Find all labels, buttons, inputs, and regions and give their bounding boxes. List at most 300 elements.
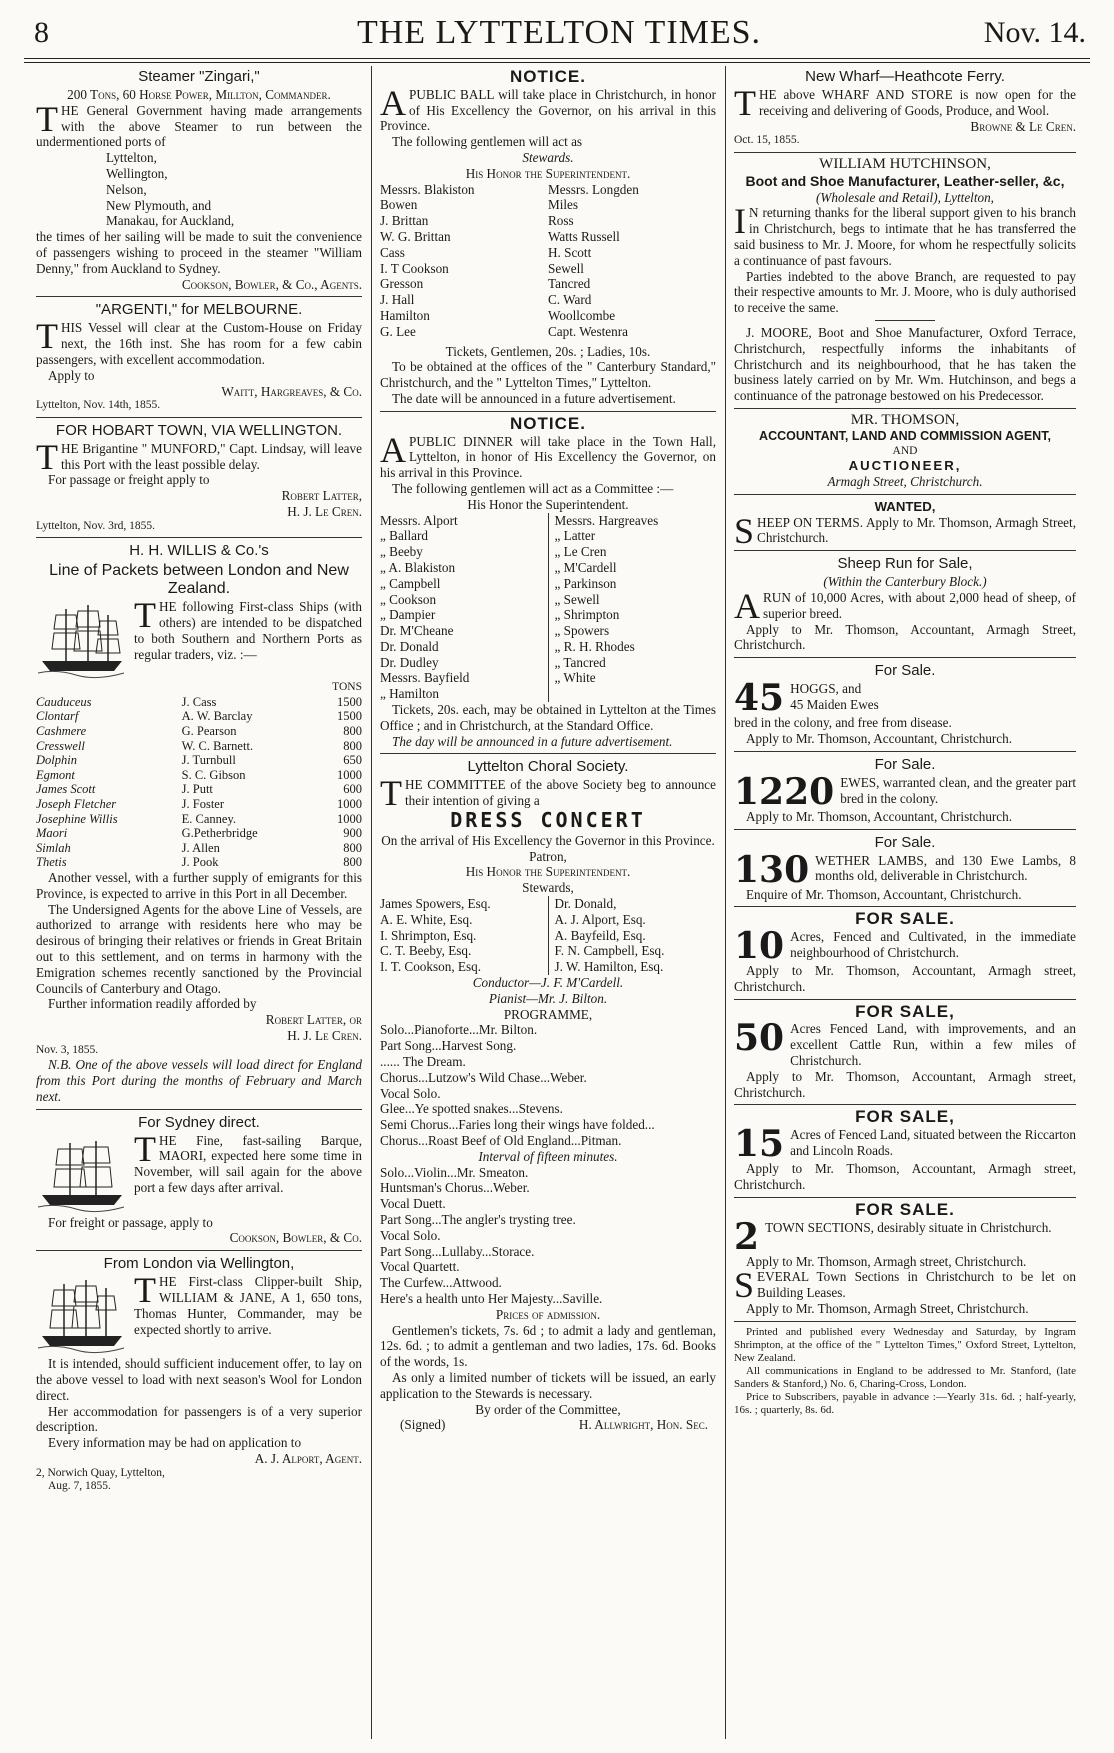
ad-signature: Cookson, Bowler, & Co., Agents.: [181, 276, 362, 292]
agent-address: Armagh Street, Christchurch.: [827, 473, 983, 489]
table-row: [380, 245, 716, 261]
ad-title: Sheep Run for Sale,: [837, 555, 973, 573]
ship-icon: [36, 1276, 128, 1354]
signed-label: (Signed): [400, 1417, 446, 1433]
name-left: James Spowers, Esq.: [380, 896, 491, 912]
ticket-info: Tickets, 20s. each, may be obtained in Lyttelton at the Times Office ; and in Christchurch, at the Standard Office.: [380, 702, 716, 733]
ad-body-4: Every information may be had on application to: [48, 1435, 302, 1451]
table-row: [36, 841, 362, 856]
name-left: A. E. White, Esq.: [380, 911, 473, 927]
ad-body: HE above WHARF AND STORE is now open for the receiving and delivering of Goods, Produce, and Wool.: [759, 87, 1076, 118]
stewards-label: Stewards.: [522, 149, 574, 165]
imprint: [734, 1326, 1076, 1417]
drop-cap: T: [734, 83, 756, 123]
ad-note: N.B. One of the above vessels will load direct for England from this Port during the months of February and March next.: [36, 1057, 362, 1104]
ad-title: For Sale.: [874, 662, 936, 680]
patron-label: Patron,: [529, 848, 567, 864]
table-row: [380, 513, 716, 529]
concert-occasion: On the arrival of His Excellency the Governor in this Province.: [381, 832, 715, 848]
ship-name: Joseph Fletcher: [36, 796, 117, 811]
ad-hoggs: [734, 662, 1076, 752]
ad-title: FOR SALE.: [855, 909, 955, 929]
ad-body-3: Her accommodation for passengers is of a very superior description.: [36, 1403, 362, 1435]
name-right: Sewell: [548, 260, 584, 276]
ad-body-2: The following gentlemen will act as: [392, 134, 583, 150]
ad-50-acres: [734, 1001, 1076, 1106]
ad-body-2: It is intended, should sufficient inducement offer, to lay on the above vessel to load with next season's Wool for London direct.: [36, 1356, 362, 1403]
table-row: [380, 276, 716, 292]
ad-title: FOR HOBART TOWN, VIA WELLINGTON.: [55, 421, 343, 439]
list-item: Nelson,: [106, 181, 147, 197]
ad-apply: For freight or passage, apply to: [48, 1214, 213, 1230]
name-right: A. J. Alport, Esq.: [548, 912, 716, 928]
ad-signature: Cookson, Bowler, & Co.: [229, 1230, 362, 1246]
ad-body: HE General Government having made arrangements with the above Steamer to run between the undermentioned ports of: [36, 102, 362, 150]
ad-title: From London via Wellington,: [103, 1255, 295, 1273]
agent-role-2: AUCTIONEER,: [848, 458, 962, 474]
programme-item: The Curfew...Attwood.: [380, 1275, 502, 1291]
ship-master: E. Canney.: [181, 811, 237, 826]
pianist: Pianist—Mr. J. Bilton.: [488, 990, 608, 1006]
ad-15-acres: [734, 1109, 1076, 1197]
masthead-rule: [24, 58, 1090, 59]
name-right: Messrs. Hargreaves: [548, 513, 716, 529]
ship-name: Egmont: [36, 767, 75, 782]
ships-table: [36, 695, 362, 870]
ship-master: A. W. Barclay: [181, 709, 253, 724]
name-left: „ Dampier: [380, 607, 436, 623]
ad-body: HE Fine, fast-sailing Barque, MAORI, expected here some time in November, will sail again for the above port a few days after arrival.: [134, 1132, 362, 1195]
ad-title: FOR SALE.: [855, 1199, 955, 1219]
ad-body: WETHER LAMBS, and 130 Ewe Lambs, 8 months old, deliverable in Christchurch.: [815, 852, 1076, 884]
ad-apply: For passage or freight apply to: [48, 472, 210, 488]
name-right: „ White: [548, 670, 716, 686]
committee-table: [380, 513, 716, 703]
ad-subtitle: 200 Tons, 60 Horse Power, Millton, Commander.: [67, 87, 331, 102]
concert-title: DRESS CONCERT: [450, 808, 646, 833]
ad-signature-2: H. J. Le Cren.: [287, 504, 362, 520]
name-left: G. Lee: [380, 323, 416, 339]
drop-cap: A: [380, 82, 406, 123]
ad-apply: Apply to Mr. Thomson, Accountant, Armagh street, Christchurch.: [734, 1161, 1076, 1193]
ad-body: N returning thanks for the liberal support given to his branch in Christchurch, begs to intimate that he has transferred the said business to Mr. J. Moore, for whom he respectfully solicits a continuance of past favours.: [734, 205, 1076, 268]
ad-title: WANTED,: [874, 498, 936, 514]
programme-item: Huntsman's Chorus...Weber.: [380, 1180, 530, 1196]
ad-body: HE COMMITTEE of the above Society beg to announce their intention of giving a: [405, 777, 716, 809]
name-left: Bowen: [380, 197, 418, 213]
table-row: [380, 182, 716, 198]
table-row: [380, 959, 716, 975]
drop-cap: T: [36, 98, 58, 139]
ship-name: Cauduceus: [36, 694, 92, 709]
table-row: [380, 544, 716, 560]
name-right: „ Shrimpton: [548, 607, 716, 623]
prices: Gentlemen's tickets, 7s. 6d ; to admit a lady and gentleman, 12s. 6d. ; to admit a gentleman and two ladies, 17s. 6d. Books of the words, 1s.: [380, 1322, 716, 1370]
ad-apply: Apply to Mr. Thomson, Accountant, Christchurch.: [746, 808, 1013, 824]
quantity: 50: [734, 1017, 785, 1060]
table-row: [380, 292, 716, 308]
newspaper-title: THE LYTTELTON TIMES.: [356, 14, 762, 51]
column-divider-1: [371, 66, 372, 1739]
programme-item: Vocal Duett.: [380, 1196, 446, 1212]
column-right: [734, 66, 1076, 1417]
ad-body-2: As only a limited number of tickets will be issued, an early application to the Stewards is necessary.: [380, 1369, 716, 1401]
ad-body: PUBLIC BALL will take place in Christchurch, in honor of His Excellency the Governor, on his arrival in this Province.: [380, 86, 716, 134]
ticket-prices: Tickets, Gentlemen, 20s. ; Ladies, 10s.: [445, 343, 651, 359]
ad-ewes: [734, 756, 1076, 830]
name-right: Dr. Donald,: [548, 896, 716, 912]
programme-item: Part Song...Harvest Song.: [380, 1038, 517, 1054]
ad-body: Acres Fenced Land, with improvements, and an excellent Cattle Run, within a few miles of Christchurch.: [790, 1021, 1076, 1069]
ship-master: J. Foster: [181, 796, 225, 811]
ad-body-3: J. MOORE, Boot and Shoe Manufacturer, Oxford Terrace, Christchurch, respectfully informs the inhabitants of Christchurch and its neighbourhood, that he has taken the business lately carried on by Mr. Wm. Hutchinson, and begs a continuance of the patronage bestowed on his Predecessor.: [734, 325, 1076, 404]
ad-subtitle: Boot and Shoe Manufacturer, Leather-seller, &c,: [745, 172, 1065, 189]
ad-apply: Apply to Mr. Thomson, Accountant, Armagh street, Christchurch.: [734, 1068, 1076, 1100]
ad-body-2: Parties indebted to the above Branch, are requested to pay their respective amounts to Mr. J. Moore, who is duly authorised to receive the same.: [734, 268, 1076, 316]
table-row: [380, 528, 716, 544]
ad-title: "ARGENTI," for MELBOURNE.: [95, 301, 303, 319]
drop-cap: T: [380, 773, 402, 814]
ad-body: RUN of 10,000 Acres, with about 2,000 head of sheep, of superior breed.: [763, 589, 1076, 621]
programme-item: Chorus...Lutzow's Wild Chase...Weber.: [380, 1069, 587, 1085]
ad-signature-2: H. J. Le Cren.: [287, 1027, 362, 1043]
ad-body-2: Another vessel, with a further supply of emigrants for this Province, is expected to arrive in this Port in all December.: [36, 869, 362, 901]
ad-date: Lyttelton, Nov. 3rd, 1855.: [36, 519, 156, 532]
ad-body: TOWN SECTIONS, desirably situate in Christchurch.: [765, 1219, 1052, 1235]
name-right: „ Parkinson: [548, 576, 716, 592]
table-row: [380, 686, 716, 702]
ad-body: HOGGS, and: [790, 681, 862, 697]
ad-body-2: 45 Maiden Ewes: [790, 696, 879, 712]
ad-sheep-run: [734, 555, 1076, 658]
ad-choral-society: [380, 758, 716, 1433]
name-right: „ Spowers: [548, 623, 716, 639]
ad-title-2: Line of Packets between London and New Zealand.: [49, 562, 349, 598]
name-right: „ M'Cardell: [548, 560, 716, 576]
name-right: J. W. Hamilton, Esq.: [548, 959, 716, 975]
ad-sydney: [36, 1114, 362, 1252]
column-divider-2: [725, 66, 726, 1739]
notice-ball: [380, 69, 716, 412]
table-row: [380, 623, 716, 639]
name-right: „ R. H. Rhodes: [548, 639, 716, 655]
table-row: [380, 229, 716, 245]
ship-master: J. Allen: [181, 840, 220, 855]
ship-master: W. C. Barnett.: [181, 738, 254, 753]
name-left: Messrs. Alport: [380, 512, 458, 528]
ad-body: EWES, warranted clean, and the greater part bred in the colony.: [840, 774, 1076, 806]
ad-title: WILLIAM HUTCHINSON,: [819, 155, 991, 172]
name-right: Messrs. Longden: [548, 181, 639, 197]
ad-london: [36, 1255, 362, 1494]
ship-master: G.Petherbridge: [181, 826, 258, 841]
ad-body: PUBLIC DINNER will take place in the Town Hall, Lyttelton, in honor of His Excellency the Governor, on his arrival in this Province.: [380, 433, 716, 481]
ad-willis: [36, 542, 362, 1109]
name-left: I. Shrimpton, Esq.: [380, 927, 477, 943]
table-row: [36, 753, 362, 768]
quantity: 10: [734, 925, 785, 968]
name-right: C. Ward: [548, 292, 592, 308]
ad-hutchinson: [734, 157, 1076, 409]
name-left: Messrs. Bayfield: [380, 670, 470, 686]
programme-item: ...... The Dream.: [380, 1054, 466, 1070]
ship-name: James Scott: [36, 782, 96, 797]
drop-cap: T: [36, 316, 58, 357]
ship-master: J. Cass: [181, 694, 217, 709]
agent-role: ACCOUNTANT, LAND AND COMMISSION AGENT,: [759, 428, 1051, 443]
table-row: [380, 560, 716, 576]
drop-cap: I: [734, 201, 746, 242]
ship-tons: 650: [343, 753, 362, 768]
drop-cap: T: [134, 1270, 156, 1311]
quantity: 130: [734, 848, 810, 891]
ship-name: Dolphin: [36, 753, 77, 768]
programme-item: Solo...Violin...Mr. Smeaton.: [380, 1164, 529, 1180]
ship-tons: 1000: [337, 811, 362, 826]
table-row: [380, 592, 716, 608]
programme-item: Solo...Pianoforte...Mr. Bilton.: [380, 1022, 538, 1038]
ad-body: HE Brigantine " MUNFORD," Capt. Lindsay, will leave this Port with the least possible delay.: [61, 440, 362, 472]
ad-body-3: The Undersigned Agents for the above Line of Vessels, are authorized to arrange with residents here who may be desirous of bringing their relatives or friends in Great Britain out to this settlement, and on terms in harmony with the Emigration schemes recently sanctioned by the Provincial Councils of Canterbury and Otago.: [36, 901, 362, 996]
ad-town-sections: [734, 1199, 1076, 1270]
ship-name: Simlah: [36, 840, 71, 855]
conductor: Conductor—J. F. M'Cardell.: [472, 975, 624, 991]
ship-tons: 800: [343, 724, 362, 739]
name-right: „ Le Cren: [548, 544, 716, 560]
table-row: [380, 261, 716, 277]
name-right: Woollcombe: [548, 307, 616, 323]
quantity: 1220: [734, 770, 835, 813]
programme-part-1: [380, 1022, 716, 1148]
ship-tons: 1500: [337, 709, 362, 724]
column-left: [36, 66, 362, 1494]
drop-cap: A: [380, 429, 406, 470]
ship-name: Cashmere: [36, 724, 87, 739]
ad-zingari: [36, 68, 362, 297]
masthead: [24, 14, 1094, 50]
table-row: [380, 576, 716, 592]
ad-title: H. H. WILLIS & Co.'s: [129, 542, 269, 560]
column-middle: [380, 66, 716, 1433]
ship-tons: 800: [343, 840, 362, 855]
drop-cap: A: [734, 585, 760, 626]
conjunction: AND: [892, 444, 918, 457]
ad-hobart: [36, 422, 362, 538]
stewards-table: [380, 896, 716, 975]
ad-apply: Enquire of Mr. Thomson, Accountant, Christchurch.: [746, 886, 1022, 902]
tons-label: TONS: [332, 681, 362, 694]
programme-label: PROGRAMME,: [503, 1006, 593, 1022]
ship-name: Cresswell: [36, 738, 85, 753]
ship-master: J. Putt: [181, 782, 213, 797]
ad-lambs: [734, 834, 1076, 908]
stewards-table: [380, 182, 716, 340]
ad-body: EVERAL Town Sections in Christchurch to be let on Building Leases.: [757, 1269, 1076, 1301]
name-left: I. T Cookson: [380, 260, 449, 276]
name-right: Tancred: [548, 276, 591, 292]
stewards-label: Stewards,: [522, 880, 574, 896]
programme-part-2: [380, 1165, 716, 1307]
ad-body-3: bred in the colony, and free from disease.: [734, 715, 952, 731]
ship-name: Josephine Willis: [36, 811, 118, 826]
ship-name: Clontarf: [36, 709, 79, 724]
list-item: Manakau, for Auckland,: [106, 213, 235, 229]
ad-signature: A. J. Alport, Agent.: [254, 1450, 362, 1466]
name-left: „ Hamilton: [380, 686, 439, 702]
notice-title: NOTICE.: [510, 67, 586, 86]
programme-item: Glee...Ye spotted snakes...Stevens.: [380, 1101, 563, 1117]
drop-cap: S: [734, 510, 755, 551]
table-row: [36, 826, 362, 841]
name-left: W. G. Brittan: [380, 228, 451, 244]
patron: His Honor the Superintendent.: [465, 864, 631, 880]
ad-title: Steamer "Zingari,": [138, 68, 260, 85]
ad-title: For Sydney direct.: [138, 1113, 260, 1131]
programme-item: Vocal Quartett.: [380, 1259, 460, 1275]
name-right: F. N. Campbell, Esq.: [548, 943, 716, 959]
programme-item: Part Song...Lullaby...Storace.: [380, 1243, 535, 1259]
table-row: [36, 797, 362, 812]
ad-body-4: The date will be announced in a future advertisement.: [392, 390, 676, 406]
ad-apply: Apply to: [48, 367, 95, 383]
imprint-price: Price to Subscribers, payable in advance :—Yearly 31s. 6d. ; half-yearly, 16s. ; quarterly, 8s. 6d.: [734, 1390, 1076, 1416]
quantity: 15: [734, 1123, 785, 1166]
drop-cap: T: [134, 1128, 156, 1169]
ad-signature: H. Allwright, Hon. Sec.: [578, 1417, 708, 1433]
ship-tons: 800: [343, 855, 362, 870]
table-row: [36, 739, 362, 754]
ad-thomson: [734, 413, 1076, 495]
drop-cap: S: [734, 1265, 755, 1306]
ad-body-4: Further information readily afforded by: [48, 996, 257, 1012]
programme-item: Vocal Solo.: [380, 1085, 441, 1101]
programme-item: Part Song...The angler's trysting tree.: [380, 1211, 576, 1227]
agent-name: MR. THOMSON,: [850, 412, 960, 429]
ad-note: The day will be announced in a future advertisement.: [392, 733, 673, 749]
ship-master: J. Turnbull: [181, 753, 236, 768]
table-row: [36, 768, 362, 783]
issue-date: Nov. 14.: [983, 16, 1086, 49]
ad-title: Lyttelton Choral Society.: [467, 758, 629, 776]
name-left: „ Campbell: [380, 575, 441, 591]
ad-title: FOR SALE,: [855, 1107, 955, 1127]
ad-signature: Robert Latter, or: [265, 1012, 362, 1028]
ad-signature: Waitt, Hargreaves, & Co.: [221, 383, 362, 399]
divider: [875, 320, 935, 321]
drop-cap: T: [134, 595, 156, 636]
superintendent: His Honor the Superintendent.: [467, 496, 629, 512]
ad-address: 2, Norwich Quay, Lyttelton,: [36, 1466, 165, 1479]
name-left: J. Hall: [380, 292, 415, 308]
name-right: Capt. Westenra: [548, 323, 628, 339]
signature-line: [380, 1417, 716, 1433]
programme-item: Here's a health unto Her Majesty...Saville.: [380, 1290, 603, 1306]
drop-cap: T: [36, 436, 58, 477]
name-left: „ Cookson: [380, 591, 437, 607]
ad-body: HIS Vessel will clear at the Custom-House on Friday next, the 16th inst. She has room for a few cabin passengers, with excellent accommodation.: [36, 320, 362, 367]
quantity: 45: [734, 677, 785, 720]
name-left: Dr. Donald: [380, 638, 439, 654]
name-right: Miles: [548, 197, 579, 213]
ad-apply: Apply to Mr. Thomson, Accountant, Christchurch.: [746, 730, 1013, 746]
name-right: A. Bayfeild, Esq.: [548, 928, 716, 944]
quantity: 2: [734, 1215, 760, 1258]
ad-subtitle: (Within the Canterbury Block.): [823, 574, 987, 590]
ad-title: For Sale.: [874, 755, 936, 773]
name-left: Gresson: [380, 276, 424, 292]
name-left: C. T. Beeby, Esq.: [380, 943, 472, 959]
table-row: [36, 695, 362, 710]
table-row: [380, 324, 716, 340]
name-right: „ Tancred: [548, 655, 716, 671]
ad-argenti: [36, 301, 362, 417]
ad-body: HE following First-class Ships (with others) are intended to be dispatched to both Southern and Northern Ports as regular traders, viz. :—: [134, 599, 362, 662]
ship-master: S. C. Gibson: [181, 767, 246, 782]
ad-date: Oct. 15, 1855.: [734, 134, 800, 147]
table-row: [380, 928, 716, 944]
ad-date: Nov. 3, 1855.: [36, 1043, 99, 1056]
name-right: „ Sewell: [548, 592, 716, 608]
table-row: [380, 639, 716, 655]
ad-body-2: The following gentlemen will act as a Committee :—: [392, 480, 674, 496]
table-row: [380, 896, 716, 912]
ad-body: Acres of Fenced Land, situated between the Riccarton and Lincoln Roads.: [790, 1127, 1076, 1159]
ad-body: HEEP ON TERMS. Apply to Mr. Thomson, Armagh Street, Christchurch.: [757, 514, 1076, 546]
ad-body: Acres, Fenced and Cultivated, in the immediate neighbourhood of Christchurch.: [790, 929, 1076, 960]
name-left: „ Ballard: [380, 528, 428, 544]
notice-dinner: [380, 413, 716, 755]
ship-master: G. Pearson: [181, 724, 237, 739]
ship-tons: 1500: [337, 694, 362, 709]
ad-apply: Apply to Mr. Thomson, Armagh Street, Christchurch.: [746, 1301, 1029, 1317]
name-right: H. Scott: [548, 244, 592, 260]
ad-body-3: To be obtained at the offices of the " Canterbury Standard," Christchurch, and the " Lyttelton Times," Lyttelton.: [380, 359, 716, 391]
ship-master: J. Pook: [181, 855, 219, 870]
ship-name: Maori: [36, 826, 68, 841]
programme-item: Vocal Solo.: [380, 1227, 441, 1243]
ad-several-sections: [734, 1265, 1076, 1321]
name-right: „ Latter: [548, 528, 716, 544]
list-item: Lyttelton,: [106, 150, 157, 166]
page-number: 8: [34, 16, 49, 49]
superintendent: His Honor the Superintendent.: [465, 165, 631, 181]
masthead-rule-lower: [24, 62, 1090, 63]
table-row: [380, 213, 716, 229]
name-left: „ Beeby: [380, 544, 423, 560]
ship-tons: 600: [343, 782, 362, 797]
ad-title: FOR SALE,: [855, 1001, 955, 1021]
name-left: Messrs. Blakiston: [380, 181, 475, 197]
name-right: [548, 686, 716, 702]
ad-date: Lyttelton, Nov. 14th, 1855.: [36, 399, 161, 412]
table-row: [380, 308, 716, 324]
table-row: [380, 670, 716, 686]
table-row: [36, 709, 362, 724]
table-row: [36, 782, 362, 797]
ad-title: New Wharf—Heathcote Ferry.: [805, 68, 1005, 85]
ad-wanted: [734, 499, 1076, 551]
name-right: Watts Russell: [548, 228, 620, 244]
ad-body: HE First-class Clipper-built Ship, WILLIAM & JANE, A 1, 650 tons, Thomas Hunter, Commander, may be expected shortly to arrive.: [134, 1274, 362, 1337]
table-row: [380, 943, 716, 959]
name-right: Ross: [548, 213, 574, 229]
table-row: [380, 607, 716, 623]
ad-signature: Robert Latter,: [281, 488, 362, 504]
ad-subtitle-2: (Wholesale and Retail), Lyttelton,: [816, 189, 994, 205]
ship-name: Thetis: [36, 855, 67, 870]
ad-title: For Sale.: [874, 833, 936, 851]
ad-body-2: the times of her sailing will be made to suit the convenience of passengers wishing to proceed in the steamer "William Denny," from Auckland to Sydney.: [36, 229, 362, 276]
